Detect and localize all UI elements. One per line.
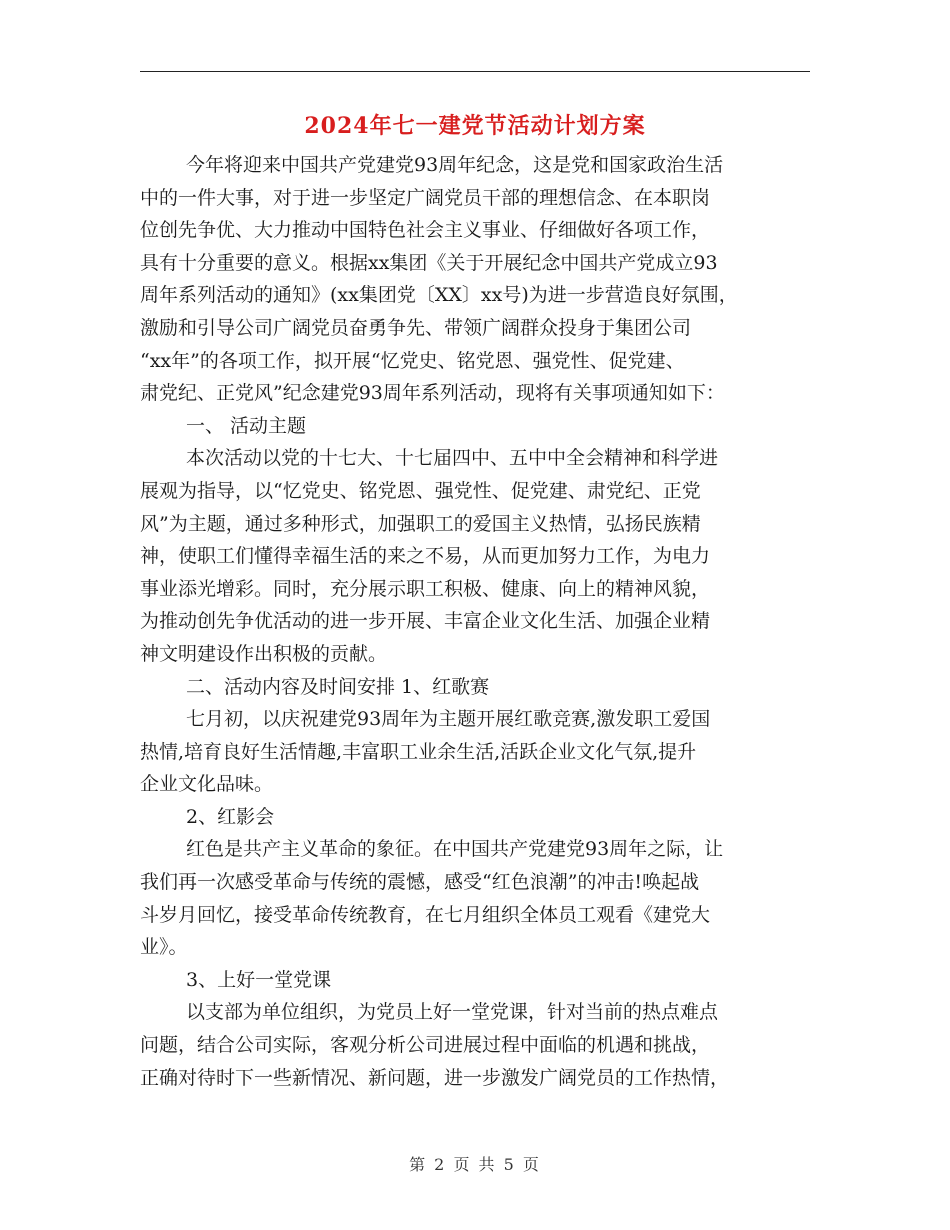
body-line: 位创先争优、大力推动中国特色社会主义事业、仔细做好各项工作， — [140, 219, 711, 242]
body-line: 事业添光增彩。同时，充分展示职工积极、健康、向上的精神风貌， — [140, 577, 711, 600]
body-line: 激励和引导公司广阔党员奋勇争先、带领广阔群众投身于集团公司 — [140, 316, 692, 339]
body-line: 为推动创先争优活动的进一步开展、丰富企业文化生活、加强企业精 — [140, 610, 711, 633]
body-line: 七月初，以庆祝建党93周年为主题开展红歌竞赛,激发职工爱国 — [186, 708, 711, 731]
body-line: 本次活动以党的十七大、十七届四中、五中中全会精神和科学进 — [186, 447, 719, 470]
body-line: “xx年”的各项工作，拟开展“忆党史、铭党恩、强党性、促党建、 — [140, 349, 685, 372]
body-line: 3、上好一堂党课 — [186, 968, 332, 991]
body-line: 正确对待时下一些新情况、新问题，进一步激发广阔党员的工作热情， — [140, 1066, 730, 1089]
document-body — [140, 149, 812, 1094]
body-line: 今年将迎来中国共产党建党93周年纪念，这是党和国家政治生活 — [186, 154, 724, 176]
body-line: 斗岁月回忆，接受革命传统教育，在七月组织全体员工观看《建党大 — [140, 903, 711, 926]
body-line: 二、活动内容及时间安排 1、红歌赛 — [186, 675, 490, 698]
body-line: 神，使职工们懂得幸福生活的来之不易，从而更加努力工作，为电力 — [140, 545, 711, 568]
page-footer: 第 2 页 共 5 页 — [409, 1155, 541, 1174]
body-line: 2、红影会 — [186, 805, 275, 828]
body-line: 企业文化品味。 — [140, 773, 274, 796]
body-line: 展观为指导，以“忆党史、铭党恩、强党性、促党建、肃党纪、正党 — [140, 479, 701, 502]
body-line: 业》。 — [140, 936, 188, 959]
body-line: 肃党纪、正党风”纪念建党93周年系列活动，现将有关事项通知如下： — [140, 382, 725, 405]
body-line: 以支部为单位组织，为党员上好一堂党课，针对当前的热点难点 — [186, 1001, 719, 1024]
body-line: 问题，结合公司实际，客观分析公司进展过程中面临的机遇和挑战， — [140, 1034, 711, 1057]
document-title: 2024年七一建党节活动计划方案 — [304, 113, 646, 139]
body-line: 神文明建设作出积极的贡献。 — [140, 642, 388, 665]
body-line: 红色是共产主义革命的象征。在中国共产党建党93周年之际，让 — [186, 838, 724, 861]
body-line: 一、 活动主题 — [186, 414, 307, 437]
body-line: 风”为主题，通过多种形式，加强职工的爱国主义热情，弘扬民族精 — [140, 512, 701, 535]
header-rule — [140, 71, 810, 72]
body-line: 周年系列活动的通知》(xx集团党〔XX〕xx号)为进一步营造良好氛围， — [140, 284, 738, 307]
body-line: 热情,培育良好生活情趣,丰富职工业余生活,活跃企业文化气氛,提升 — [140, 740, 697, 763]
body-line: 中的一件大事，对于进一步坚定广阔党员干部的理想信念、在本职岗 — [140, 186, 711, 209]
body-line: 具有十分重要的意义。根据xx集团《关于开展纪念中国共产党成立93 — [140, 251, 718, 274]
body-line: 我们再一次感受革命与传统的震憾，感受“红色浪潮”的冲击!唤起战 — [140, 871, 700, 894]
